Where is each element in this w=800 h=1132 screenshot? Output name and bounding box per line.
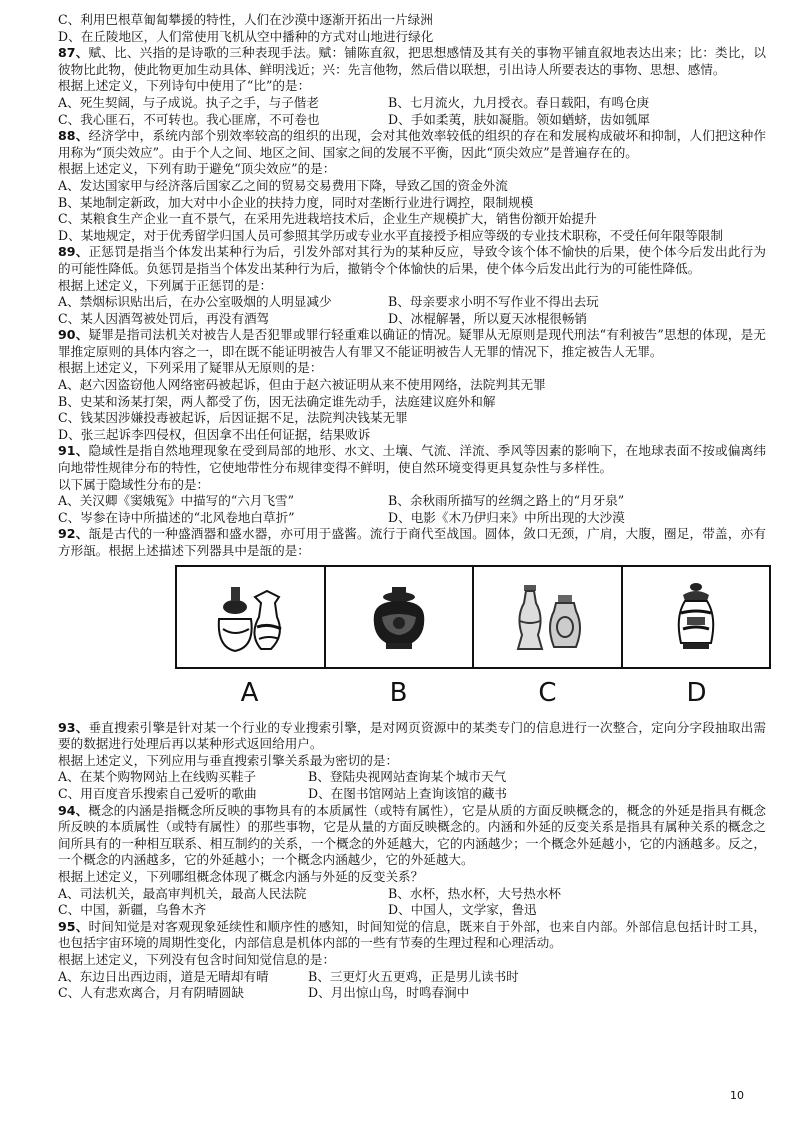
q91-text: 隐域性是指自然地理现象在受到局部的地形、水文、土壤、气流、洋流、季风等因素的影响下，在地球表面不按或偏离纬向地带性规律分布的特性，它使地带性分布规律变得不鲜明，使自然环境变得更具复杂性与多样性。 (58, 443, 766, 476)
q95-options-ab (58, 969, 766, 986)
q89-option-a: A、禁烟标识贴出后，在办公室吸烟的人明显减少 (58, 294, 332, 310)
q91-number: 91、 (58, 443, 89, 459)
vessel-figure (58, 560, 766, 720)
q95-stem (58, 919, 766, 952)
q87-option-a: A、死生契阔，与子成说。执子之手，与子偕老 (58, 94, 319, 110)
q89-stem (58, 244, 766, 277)
q91-stem (58, 443, 766, 476)
q93-stem (58, 720, 766, 753)
q92-stem (58, 526, 766, 559)
q93-text: 垂直搜索引擎是针对某一个行业的专业搜索引擎，是对网页资源中的某类专门的信息进行一次整合，定向分字段抽取出需要的数据进行处理后再以某种形式返回给用户。 (58, 719, 766, 752)
q90-option-c: C、钱某因涉嫌投毒被起诉，后因证据不足，法院判决钱某无罪 (58, 410, 408, 426)
q91-option-b: B、余秋雨所描写的丝绸之路上的“月牙泉” (388, 493, 625, 509)
q91-options-cd (58, 510, 766, 527)
q87-prompt: 根据上述定义，下列诗句中使用了“比”的是： (58, 78, 311, 94)
q94-options-cd (58, 902, 766, 919)
vessel-label-d: D (686, 677, 707, 708)
q95-options-cd (58, 985, 766, 1002)
q87-option-d: D、手如柔荑，肤如凝脂。领如蝤蛴，齿如瓠犀 (388, 111, 650, 127)
q90-text: 疑罪是指司法机关对被告人是否犯罪或罪行轻重难以确证的情况。疑罪从无原则是现代刑法“有利被告”思想的体现，是无罪推定原则的具体内容之一，即在既不能证明被告人有罪又不能证明被告人无罪的情况下，推定被告人无罪。 (58, 327, 766, 359)
vessel-label-b: B (389, 677, 408, 708)
q90-option-a: A、赵六因盗窃他人网络密码被起诉，但由于赵六被证明从来不使用网络，法院判其无罪 (58, 377, 546, 393)
vessel-a-icon (205, 577, 295, 657)
q88-option-c: C、某粮食生产企业一直不景气，在采用先进栽培技术后，企业生产规模扩大，销售份额开始提升 (58, 211, 597, 227)
q90-stem (58, 327, 766, 360)
vessel-labels (175, 678, 771, 708)
q94-options-ab (58, 886, 766, 903)
vessel-b-icon (354, 577, 444, 657)
q94-option-b: B、水杯，热水杯，大号热水杯 (388, 885, 561, 901)
q92-text: 瓿是古代的一种盛酒器和盛水器，亦可用于盛酱。流行于商代至战国。圆体，敛口无颈，广肩，大腹，圈足，带盖，亦有方形瓿。根据上述描述下列器具中是瓿的是： (58, 526, 766, 558)
vessel-image-c (474, 567, 623, 667)
q91-option-c: C、岑参在诗中所描述的“北风卷地白草折” (58, 509, 295, 525)
q95-number: 95、 (58, 918, 89, 934)
q94-option-a: A、司法机关，最高审判机关，最高人民法院 (58, 885, 307, 901)
q95-option-a: A、东边日出西边雨，道是无晴却有晴 (58, 968, 269, 984)
q95-option-d: D、月出惊山鸟，时鸣春涧中 (308, 985, 470, 1001)
vessel-image-a (177, 567, 326, 667)
q89-options-cd (58, 311, 766, 328)
q87-stem (58, 45, 766, 78)
q94-number: 94、 (58, 802, 89, 818)
q89-number: 89、 (58, 244, 89, 260)
q91-options-ab (58, 493, 766, 510)
vessel-label-a: A (240, 677, 259, 708)
q94-option-c: C、中国，新疆，乌鲁木齐 (58, 902, 207, 918)
q87-option-c: C、我心匪石，不可转也。我心匪席，不可卷也 (58, 111, 320, 127)
q86-option-d: D、在丘陵地区，人们常使用飞机从空中播种的方式对山地进行绿化 (58, 28, 434, 44)
vessel-d-icon (651, 577, 741, 657)
q93-option-a: A、在某个购物网站上在线购买鞋子 (58, 769, 257, 785)
vessel-c-icon (502, 577, 592, 657)
q95-prompt: 根据上述定义，下列没有包含时间知觉信息的是： (58, 951, 336, 967)
q88-number: 88、 (58, 128, 89, 144)
vessel-label-c: C (538, 677, 557, 708)
q91-option-a: A、关汉卿《窦娥冤》中描写的“六月飞雪” (58, 493, 295, 509)
q89-option-c: C、某人因酒驾被处罚后，再没有酒驾 (58, 310, 270, 326)
q95-option-c: C、人有悲欢离合，月有阴晴圆缺 (58, 985, 244, 1001)
q89-option-d: D、冰棍解暑，所以夏天冰棍很畅销 (388, 310, 588, 326)
vessel-image-b (326, 567, 475, 667)
q89-option-b: B、母亲要求小明不写作业不得出去玩 (388, 294, 599, 310)
q91-prompt: 以下属于隐域性分布的是： (58, 476, 210, 492)
q90-option-b: B、史某和汤某打架，两人都受了伤，因无法确定谁先动手，法庭建议庭外和解 (58, 393, 496, 409)
q88-stem (58, 128, 766, 161)
q94-prompt: 根据上述定义，下列哪组概念体现了概念内涵与外延的反变关系？ (58, 868, 424, 884)
q90-prompt: 根据上述定义，下列采用了疑罪从无原则的是： (58, 360, 323, 376)
page-number: 10 (730, 1089, 744, 1102)
q89-options-ab (58, 294, 766, 311)
q95-text: 时间知觉是对客观现象延续性和顺序性的感知，时间知觉的信息，既来自于外部，也来自内部。外部信息包括计时工具，也包括宇宙环境的周期性变化，内部信息是机体内部的一些有节奏的生理过程和心理活动。 (58, 918, 766, 951)
q87-options-ab (58, 95, 766, 112)
q93-number: 93、 (58, 719, 89, 735)
q91-option-d: D、电影《木乃伊归来》中所出现的大沙漠 (388, 509, 625, 525)
q89-prompt: 根据上述定义，下列属于正惩罚的是： (58, 277, 273, 293)
q93-options-ab (58, 769, 766, 786)
q93-option-d: D、在图书馆网站上查询该馆的藏书 (308, 785, 508, 801)
exam-page (58, 12, 766, 1002)
q94-stem (58, 803, 766, 869)
q94-text: 概念的内涵是指概念所反映的事物具有的本质属性（或特有属性），它是从质的方面反映概念的，概念的外延是指具有概念所反映的本质属性（或特有属性）的那些事物，它是从量的方面反映概念的。内涵和外延的反变关系是指具有属种关系的概念之间所具有的一种相互联系、相互制约的关系，一个概念的外延越大，它的内涵越少；一个概念外延越小，它的内涵越多。反之，一个概念的内涵越多，它的外延越小；一个概念内涵越少，它的外延越大。 (58, 802, 766, 868)
q92-number: 92、 (58, 526, 89, 542)
q93-option-b: B、登陆央视网站查询某个城市天气 (308, 769, 507, 785)
q95-option-b: B、三更灯火五更鸡，正是男儿读书时 (308, 968, 519, 984)
q86-option-c: C、利用巴根草匍匐攀援的特性，人们在沙漠中逐渐开拓出一片绿洲 (58, 12, 433, 27)
q93-prompt: 根据上述定义，下列应用与垂直搜索引擎关系最为密切的是： (58, 752, 399, 768)
q88-text: 经济学中，系统内部个别效率较高的组织的出现，会对其他效率较低的组织的存在和发展构成破坏和抑制，人们把这种作用称为“顶尖效应”。由于个人之间、地区之间、国家之间的发展不平衡，因此“顶尖效应”是普遍存在的。 (58, 128, 766, 160)
q88-option-b: B、某地制定新政，加大对中小企业的扶持力度，同时对垄断行业进行调控，限制规模 (58, 194, 534, 210)
q87-options-cd (58, 112, 766, 129)
q93-option-c: C、用百度音乐搜索自己爱听的歌曲 (58, 785, 257, 801)
q88-option-a: A、发达国家甲与经济落后国家乙之间的贸易交易费用下降，导致乙国的资金外流 (58, 177, 508, 193)
vessel-image-row (175, 565, 771, 669)
q93-options-cd (58, 786, 766, 803)
q88-option-d: D、某地规定，对于优秀留学归国人员可参照其学历或专业水平直接授予相应等级的专业技术职称，不受任何年限等限制 (58, 227, 723, 243)
q90-option-d: D、张三起诉李四侵权，但因拿不出任何证据，结果败诉 (58, 426, 371, 442)
vessel-image-d (623, 567, 770, 667)
q94-option-d: D、中国人，文学家，鲁迅 (388, 902, 537, 918)
q87-option-b: B、七月流火，九月授衣。春日载阳，有鸣仓庚 (388, 94, 650, 110)
q88-prompt: 根据上述定义，下列有助于避免“顶尖效应”的是： (58, 161, 336, 177)
q89-text: 正惩罚是指当个体发出某种行为后，引发外部对其行为的某种反应，导致令该个体不愉快的后果，使个体今后发出此行为的可能性降低。负惩罚是指当个体发出某种行为后，撤销令个体愉快的后果，使个体今后发出此行为的可能性降低。 (58, 244, 766, 276)
q87-number: 87、 (58, 45, 89, 61)
q90-number: 90、 (58, 327, 89, 343)
q87-text: 赋、比、兴指的是诗歌的三种表现手法。赋：铺陈直叙，把思想感情及其有关的事物平铺直叙地表达出来；比：类比，以彼物比此物，使此物更加生动具体、鲜明浅近；兴：先言他物，然后借以联想，引出诗人所要表达的事物、思想、感情。 (58, 45, 766, 77)
